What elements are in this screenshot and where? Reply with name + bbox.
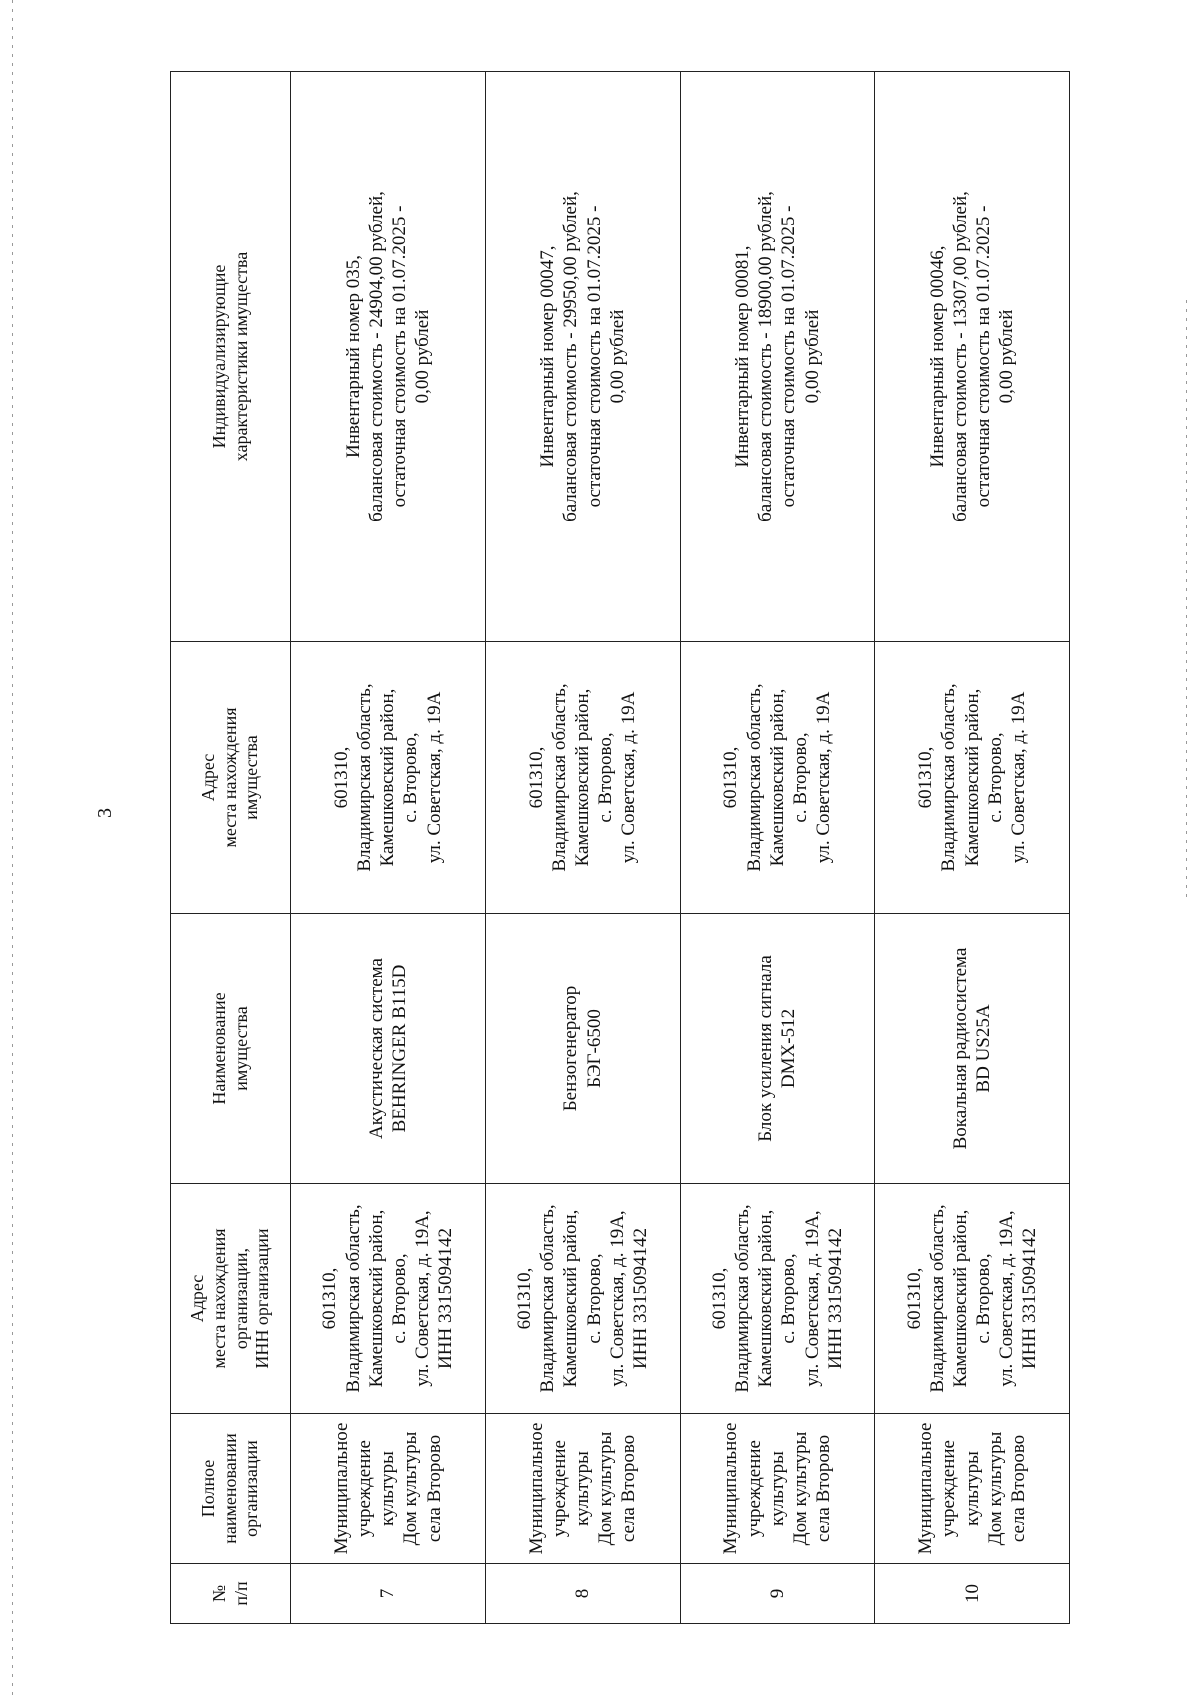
cell-org-address: 601310, Владимирская область, Камешковский район, с. Второво, ул. Советская, д. 19А, ИНН 3315094142	[291, 1184, 486, 1414]
scan-edge-left	[12, 0, 13, 1696]
cell-num: 7	[291, 1564, 486, 1624]
cell-num: 9	[680, 1564, 875, 1624]
cell-property-address: 601310, Владимирская область, Камешковский район, с. Второво, ул. Советская, д. 19А	[875, 642, 1070, 914]
cell-org-name: Муниципальное учреждение культуры Дом культуры села Второво	[485, 1414, 680, 1564]
header-property-name: Наименование имущества	[171, 914, 291, 1184]
property-table	[170, 71, 1070, 1624]
table-row	[485, 72, 680, 1624]
cell-org-name: Муниципальное учреждение культуры Дом культуры села Второво	[291, 1414, 486, 1564]
cell-characteristics: Инвентарный номер 035, балансовая стоимость - 24904,00 рублей, остаточная стоимость на 01.07.2025 - 0,00 рублей	[291, 72, 486, 642]
cell-org-address: 601310, Владимирская область, Камешковский район, с. Второво, ул. Советская, д. 19А, ИНН 3315094142	[875, 1184, 1070, 1414]
scan-edge-right	[1186, 300, 1187, 900]
cell-org-address: 601310, Владимирская область, Камешковский район, с. Второво, ул. Советская, д. 19А, ИНН 3315094142	[485, 1184, 680, 1414]
cell-org-name: Муниципальное учреждение культуры Дом культуры села Второво	[875, 1414, 1070, 1564]
table-row	[680, 72, 875, 1624]
cell-num: 10	[875, 1564, 1070, 1624]
page-number: 3	[94, 808, 116, 818]
table-row	[291, 72, 486, 1624]
cell-property-address: 601310, Владимирская область, Камешковский район, с. Второво, ул. Советская, д. 19А	[485, 642, 680, 914]
header-num: № п/п	[171, 1564, 291, 1624]
cell-property-name: Бензогенератор БЭГ-6500	[485, 914, 680, 1184]
cell-property-name: Акустическая система BEHRINGER B115D	[291, 914, 486, 1184]
cell-property-address: 601310, Владимирская область, Камешковский район, с. Второво, ул. Советская, д. 19А	[291, 642, 486, 914]
header-characteristics: Индивидуализирующие характеристики имущества	[171, 72, 291, 642]
header-org-address: Адрес места нахождения организации, ИНН организации	[171, 1184, 291, 1414]
cell-characteristics: Инвентарный номер 00081, балансовая стоимость - 18900,00 рублей, остаточная стоимость на 01.07.2025 - 0,00 рублей	[680, 72, 875, 642]
cell-characteristics: Инвентарный номер 00047, балансовая стоимость - 29950,00 рублей, остаточная стоимость на 01.07.2025 - 0,00 рублей	[485, 72, 680, 642]
rotated-table-wrapper	[170, 72, 1070, 1624]
table-header-row	[171, 72, 291, 1624]
cell-org-name: Муниципальное учреждение культуры Дом культуры села Второво	[680, 1414, 875, 1564]
table-row	[875, 72, 1070, 1624]
header-property-address: Адрес места нахождения имущества	[171, 642, 291, 914]
cell-property-address: 601310, Владимирская область, Камешковский район, с. Второво, ул. Советская, д. 19А	[680, 642, 875, 914]
header-org-name: Полное наименовании организации	[171, 1414, 291, 1564]
cell-property-name: Блок усиления сигнала DMX-512	[680, 914, 875, 1184]
cell-property-name: Вокальная радиосистема BD US25A	[875, 914, 1070, 1184]
cell-num: 8	[485, 1564, 680, 1624]
cell-org-address: 601310, Владимирская область, Камешковский район, с. Второво, ул. Советская, д. 19А, ИНН 3315094142	[680, 1184, 875, 1414]
cell-characteristics: Инвентарный номер 00046, балансовая стоимость - 13307,00 рублей, остаточная стоимость на 01.07.2025 - 0,00 рублей	[875, 72, 1070, 642]
